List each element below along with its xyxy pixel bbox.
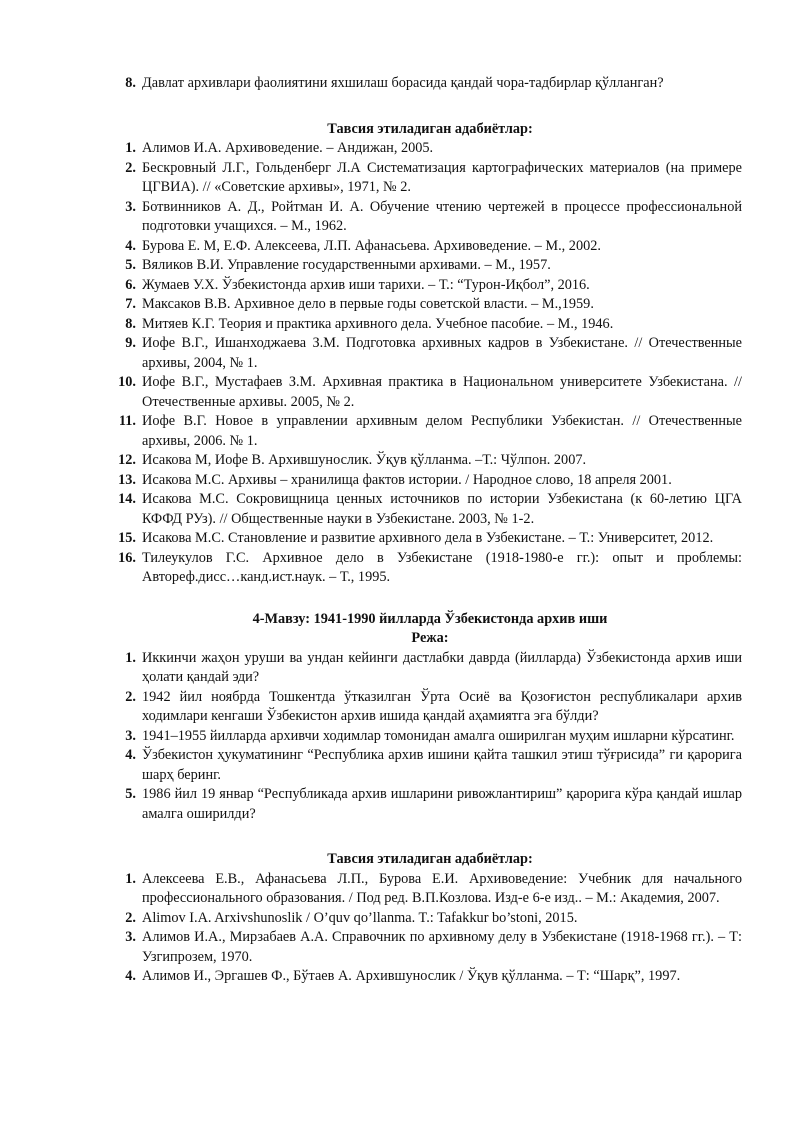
item-text: Алимов И.А. Архивоведение. – Андижан, 2005. bbox=[142, 140, 434, 156]
item-number: 4. bbox=[125, 747, 136, 763]
page-content bbox=[0, 74, 800, 987]
plan-heading: Режа: bbox=[411, 630, 449, 646]
questions-top-list bbox=[0, 74, 800, 94]
literature-heading: Тавсия этиладиган адабиётлар: bbox=[327, 851, 533, 867]
item-text: Иккинчи жаҳон уруши ва ундан кейинги дастлабки даврда (йилларда) Ўзбекистонда архив иши ҳолати қандай эди? bbox=[142, 649, 742, 685]
item-number: 15. bbox=[118, 530, 136, 546]
item-text: Исакова М.С. Архивы – хранилища фактов истории. / Народное слово, 18 апреля 2001. bbox=[142, 471, 672, 488]
item-text: Максаков В.В. Архивное дело в первые годы советской власти. – М.,1959. bbox=[142, 296, 594, 312]
item-number: 13. bbox=[118, 471, 136, 488]
list-item bbox=[0, 471, 800, 491]
list-item bbox=[0, 967, 800, 987]
list-item bbox=[0, 74, 800, 94]
item-number: 8. bbox=[125, 75, 136, 91]
item-number: 4. bbox=[125, 968, 136, 984]
list-item bbox=[0, 490, 800, 529]
list-item bbox=[0, 451, 800, 471]
item-number: 1. bbox=[125, 140, 136, 156]
item-number: 8. bbox=[125, 315, 136, 332]
item-text: Алимов И., Эргашев Ф., Бўтаев А. Архившунослик / Ўқув қўлланма. – Т: “Шарқ”, 1997. bbox=[142, 968, 681, 984]
item-text: Бескровный Л.Г., Гольденберг Л.А Систематизация картографических материалов (на примере ЦГВИА). // «Советские архивы», 1971, № 2. bbox=[142, 159, 742, 195]
item-number: 10. bbox=[118, 374, 136, 390]
list-item bbox=[0, 412, 800, 451]
item-number: 2. bbox=[125, 159, 136, 176]
item-number: 1. bbox=[125, 870, 136, 887]
item-text: Исакова М, Иофе В. Архившунослик. Ўқув қўлланма. –Т.: Чўлпон. 2007. bbox=[142, 452, 587, 468]
list-item bbox=[0, 785, 800, 824]
item-number: 9. bbox=[125, 335, 136, 351]
item-text: Иофе В.Г., Ишанходжаева З.М. Подготовка архивных кадров в Узбекистане. // Отечественные архивы, 2004, № 1. bbox=[142, 335, 742, 371]
item-text: Жумаев У.Х. Ўзбекистонда архив иши тарихи. – Т.: “Турон-Иқбол”, 2016. bbox=[142, 276, 590, 293]
item-text: Митяев К.Г. Теория и практика архивного дела. Учебное пасобие. – М., 1946. bbox=[142, 315, 614, 332]
list-item bbox=[0, 727, 800, 747]
list-item bbox=[0, 529, 800, 549]
list-item bbox=[0, 276, 800, 296]
plan-list bbox=[0, 649, 800, 825]
item-text: Иофе В.Г. Новое в управлении архивным делом Республики Узбекистан. // Отечественные архивы, 2006. № 1. bbox=[142, 413, 742, 449]
item-number: 3. bbox=[125, 929, 136, 945]
literature-list-1 bbox=[0, 139, 800, 588]
list-item bbox=[0, 315, 800, 335]
item-text: Исакова М.С. Сокровищница ценных источников по истории Узбекистана (к 60-летию ЦГА КФФД РУз). // Общественные науки в Узбекистане. 2003, № 1-2. bbox=[142, 491, 742, 527]
list-item bbox=[0, 870, 800, 909]
item-text: Alimov I.A. Arxivshunoslik / O’quv qo’llanma. T.: Tafakkur bo’stoni, 2015. bbox=[142, 909, 578, 926]
list-item bbox=[0, 295, 800, 315]
list-item bbox=[0, 139, 800, 159]
item-text: Давлат архивлари фаолиятини яхшилаш борасида қандай чора-тадбирлар қўлланган? bbox=[142, 75, 664, 91]
item-number: 1. bbox=[125, 649, 136, 666]
item-number: 6. bbox=[125, 276, 136, 293]
item-number: 2. bbox=[125, 909, 136, 926]
item-number: 14. bbox=[118, 491, 136, 507]
list-item bbox=[0, 334, 800, 373]
item-text: 1941–1955 йилларда архивчи ходимлар томонидан амалга оширилган муҳим ишларни кўрсатинг. bbox=[142, 727, 735, 744]
item-text: Исакова М.С. Становление и развитие архивного дела в Узбекистане. – Т.: Университет, 2012. bbox=[142, 530, 714, 546]
item-number: 4. bbox=[125, 237, 136, 254]
list-item bbox=[0, 237, 800, 257]
list-item bbox=[0, 688, 800, 727]
item-number: 11. bbox=[118, 413, 136, 429]
item-text: 1986 йил 19 январ “Республикада архив ишларини ривожлантириш” қарорига кўра қандай ишлар амалга оширилди? bbox=[142, 786, 742, 822]
item-text: Ўзбекистон ҳукуматининг “Республика архив ишини қайта ташкил этиш тўғрисида” ги қарорига шарҳ беринг. bbox=[142, 747, 742, 783]
list-item bbox=[0, 909, 800, 929]
item-number: 12. bbox=[118, 452, 136, 468]
item-text: Вяликов В.И. Управление государственными архивами. – М., 1957. bbox=[142, 257, 551, 273]
list-item bbox=[0, 256, 800, 276]
item-text: Алексеева Е.В., Афанасьева Л.П., Бурова Е.И. Архивоведение: Учебник для начального профессионального образования. / Под ред. В.П.Козлова. Изд-е 6-е изд.. – М.: Академия, 2007. bbox=[142, 870, 742, 906]
item-text: Тилеукулов Г.С. Архивное дело в Узбекистане (1918-1980-е гг.): опыт и проблемы: Автореф.дисс…канд.ист.наук. – Т., 1995. bbox=[142, 549, 742, 585]
item-number: 7. bbox=[125, 296, 136, 312]
literature-list-2 bbox=[0, 870, 800, 987]
item-text: 1942 йил ноябрда Тошкентда ўтказилган Ўрта Осиё ва Қозоғистон республикалари архив ходимлари кенгаши Ўзбекистон архив ишида қандай аҳамиятга эга бўлди? bbox=[142, 688, 742, 724]
item-number: 3. bbox=[125, 198, 136, 215]
list-item bbox=[0, 746, 800, 785]
item-number: 3. bbox=[125, 727, 136, 744]
item-text: Иофе В.Г., Мустафаев З.М. Архивная практика в Национальном университете Узбекистана. // Отечественные архивы. 2005, № 2. bbox=[142, 374, 742, 410]
topic-title: 4-Мавзу: 1941-1990 йилларда Ўзбекистонда архив иши bbox=[252, 610, 608, 627]
item-text: Алимов И.А., Мирзабаев А.А. Справочник по архивному делу в Узбекистане (1918-1968 гг.). – Т: Узгипрозем, 1970. bbox=[142, 929, 742, 965]
item-number: 5. bbox=[125, 257, 136, 273]
list-item bbox=[0, 549, 800, 588]
literature-heading: Тавсия этиладиган адабиётлар: bbox=[327, 120, 533, 137]
item-text: Бурова Е. М, Е.Ф. Алексеева, Л.П. Афанасьева. Архивоведение. – М., 2002. bbox=[142, 237, 601, 254]
list-item bbox=[0, 373, 800, 412]
item-number: 2. bbox=[125, 688, 136, 705]
list-item bbox=[0, 649, 800, 688]
item-text: Ботвинников А. Д., Ройтман И. А. Обучение чтению чертежей в процессе профессиональной подготовки учащихся. – М., 1962. bbox=[142, 198, 742, 234]
list-item bbox=[0, 198, 800, 237]
item-number: 16. bbox=[118, 549, 136, 566]
list-item bbox=[0, 928, 800, 967]
list-item bbox=[0, 159, 800, 198]
item-number: 5. bbox=[125, 786, 136, 802]
